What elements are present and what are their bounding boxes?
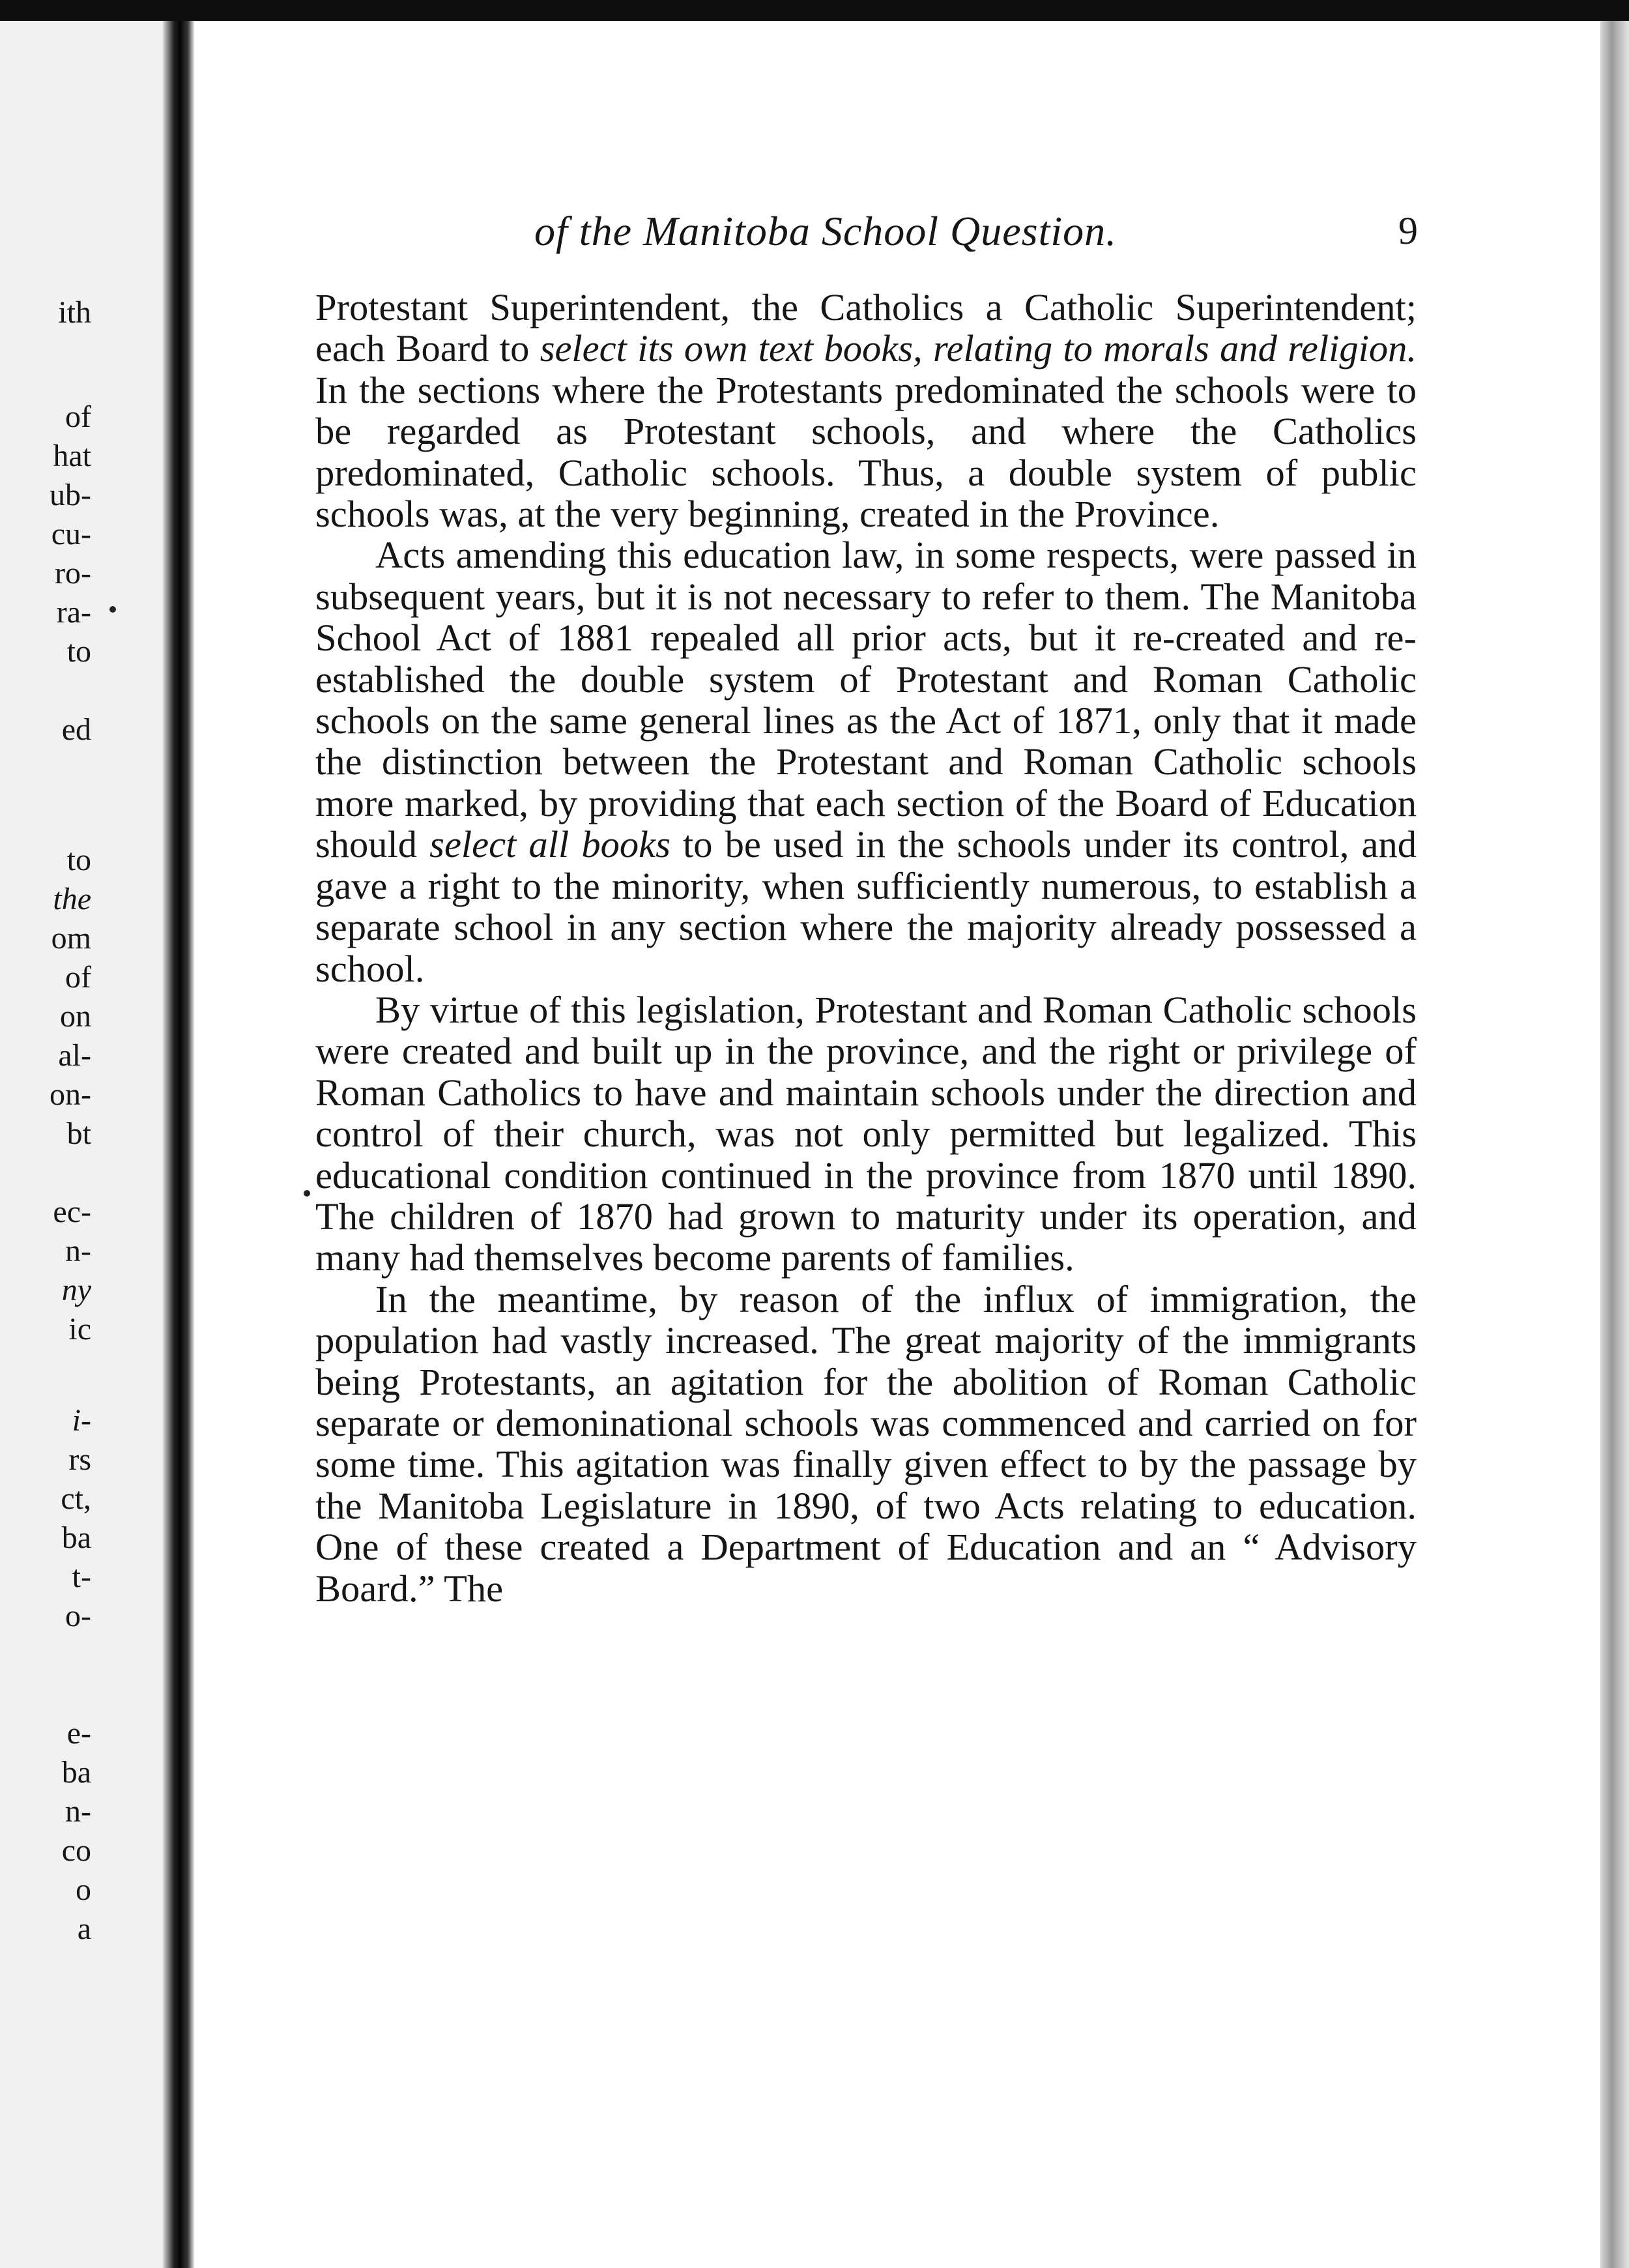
book-gutter: [163, 21, 194, 2268]
margin-fragment: a: [77, 1912, 91, 1946]
margin-fragment: n-: [65, 1794, 91, 1829]
paragraph-1-text-b: In the sections where the Protestants predominated the schools were to be regarded as Protestant schools, and where the Catholics predominated, Catholic schools. Thus, a double system of public schools was, at the very beginning, created in the Province.: [315, 368, 1417, 536]
paragraph-1-italic-phrase: select its own text books, relating to morals and religion.: [540, 327, 1417, 370]
margin-fragment: ba: [61, 1520, 91, 1555]
margin-fragment: o-: [65, 1599, 91, 1633]
margin-fragment: i-: [72, 1403, 91, 1438]
margin-fragment: ec-: [53, 1195, 91, 1229]
paragraph-1-text-a: Protestant Superintendent, the Catholics a Catholic Superintendent; each Board to: [315, 286, 1417, 370]
margin-fragment: bt: [66, 1116, 91, 1151]
margin-fragment: co: [61, 1833, 91, 1868]
margin-fragment: on: [60, 999, 91, 1034]
margin-fragment: o: [76, 1872, 91, 1907]
margin-fragment: rs: [68, 1442, 91, 1477]
margin-fragment: to: [66, 843, 91, 877]
scan-top-border: [0, 0, 1629, 21]
margin-fragment: ny: [61, 1273, 91, 1307]
margin-fragment: n-: [65, 1234, 91, 1268]
margin-fragment: of: [65, 960, 91, 995]
scan-speck: [109, 606, 116, 613]
body-text: [315, 287, 1417, 1609]
margin-fragment: e-: [66, 1716, 91, 1751]
facing-page-margin: [0, 21, 190, 2268]
margin-fragment: ct,: [61, 1481, 91, 1516]
paragraph-2-italic-phrase: select all books: [429, 823, 670, 866]
margin-fragment: al-: [58, 1038, 91, 1073]
margin-fragment: t-: [72, 1560, 91, 1594]
margin-fragment: of: [65, 400, 91, 434]
margin-fragment: ic: [68, 1312, 91, 1346]
margin-fragment: ba: [61, 1755, 91, 1790]
paragraph-4: In the meantime, by reason of the influx of immigration, the population had vastly increased. The great majority of the immigrants being Protestants, an agitation for the abolition of Roman Catholic separate or demoninational schools was commenced and carried on for some time. This agitation was finally given effect to by the passage by the Manitoba Legislature in 1890, of two Acts relating to education. One of these created a Department of Education and an “ Advisory Board.” The: [315, 1277, 1417, 1610]
margin-fragment: ed: [61, 712, 91, 747]
running-head-title: of the Manitoba School Question.: [534, 208, 1117, 254]
margin-fragment: om: [51, 921, 91, 955]
paragraph-2-text-b: to be used in the schools under its control, and gave a right to the minority, when sufficiently numerous, to establish a separate school in any section where the majority already possessed a school.: [315, 823, 1417, 990]
page-number: 9: [1398, 209, 1418, 252]
paragraph-3: By virtue of this legislation, Protestant and Roman Catholic schools were created and built up in the province, and the right or privilege of Roman Catholics to have and maintain schools under the direction and control of their church, was not only permitted but legalized. This educational condition continued in the province from 1870 until 1890. The children of 1870 had grown to maturity under its operation, and many had themselves become parents of families.: [315, 988, 1417, 1279]
scan-speck: [304, 1190, 310, 1197]
margin-fragment: on-: [50, 1077, 91, 1112]
margin-fragment: cu-: [51, 517, 91, 551]
margin-fragment: ub-: [50, 478, 91, 512]
paragraph-2-text-a: Acts amending this education law, in some respects, were passed in subsequent years, but it is not necessary to refer to them. The Manitoba School Act of 1881 repealed all prior acts, but it re-created and re-established the double system of Protestant and Roman Catholic schools on the same general lines as the Act of 1871, only that it made the distinction between the Protestant and Roman Catholic schools more marked, by providing that each section of the Board of Education should: [315, 534, 1417, 866]
page-edge-shadow: [1600, 21, 1629, 2268]
margin-fragment: ith: [58, 295, 91, 330]
margin-fragment: the: [53, 882, 91, 916]
margin-fragment: ro-: [55, 556, 91, 590]
paragraph-2: [315, 534, 1417, 989]
margin-fragment: to: [66, 634, 91, 669]
margin-fragment: ra-: [56, 595, 91, 630]
paragraph-1: [315, 287, 1417, 534]
margin-fragment: hat: [53, 439, 91, 473]
